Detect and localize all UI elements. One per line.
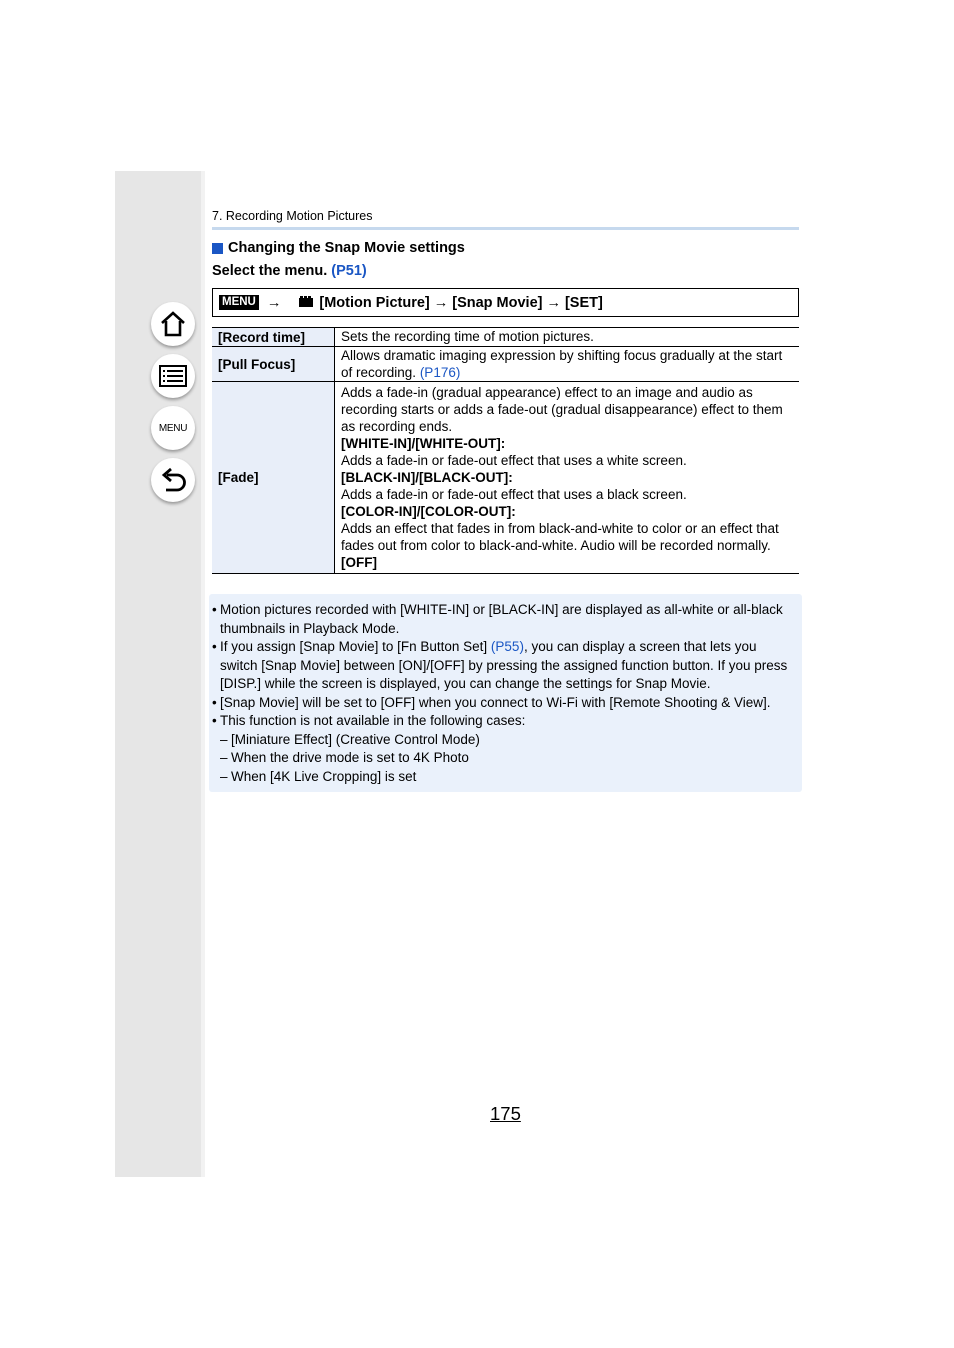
bullet: • xyxy=(212,713,217,728)
list-item xyxy=(212,601,797,638)
contents-button[interactable] xyxy=(151,354,195,398)
menu-button-label: MENU xyxy=(158,422,188,434)
section-label: 7. Recording Motion Pictures xyxy=(212,209,373,223)
note-text xyxy=(220,638,797,694)
back-button[interactable] xyxy=(151,458,195,502)
setting-name: [Pull Focus] xyxy=(212,347,335,382)
square-bullet-icon xyxy=(212,243,223,254)
setting-desc xyxy=(335,347,800,382)
menu-chip: MENU xyxy=(219,295,259,310)
sub-note-text: When [4K Live Cropping] is set xyxy=(231,768,417,784)
header-rule xyxy=(212,227,799,230)
home-button[interactable] xyxy=(151,302,195,346)
pull-focus-desc: Allows dramatic imaging expression by shifting focus gradually at the start of recording. xyxy=(341,348,783,380)
settings-table xyxy=(212,327,799,574)
fade-white-label: [WHITE-IN]/[WHITE-OUT]: xyxy=(341,436,506,451)
note-text: [Snap Movie] will be set to [OFF] when you connect to Wi-Fi with [Remote Shooting & View]. xyxy=(220,694,771,710)
fade-black-label: [BLACK-IN]/[BLACK-OUT]: xyxy=(341,470,513,485)
select-menu-text: Select the menu. xyxy=(212,263,328,279)
setting-name: [Record time] xyxy=(212,328,335,347)
bullet: • xyxy=(212,694,217,710)
bullet: • xyxy=(212,602,217,617)
setting-name: [Fade] xyxy=(212,382,335,574)
page-number: 175 xyxy=(490,1103,521,1124)
table-row xyxy=(212,347,799,382)
sub-list-item xyxy=(212,768,797,787)
list-icon xyxy=(158,363,188,389)
menu-item-snap-movie: [Snap Movie] xyxy=(452,294,543,311)
select-menu-line xyxy=(212,263,367,279)
note-text-post: , you can display a screen that lets you switch [Snap Movie] between [ON]/[OFF] by pressing the assigned function button. If you press [DISP.] while the screen is displayed, you can change the settings for Snap Movie. xyxy=(220,639,788,691)
page-link-p176[interactable]: (P176) xyxy=(419,365,461,380)
dash: – xyxy=(220,731,228,747)
table-row xyxy=(212,328,799,347)
fade-desc: Adds a fade-in (gradual appearance) effect to an image and audio as recording starts or adds a fade-out (gradual disappearance) effect to them as recording ends. xyxy=(341,385,783,434)
note-text: Motion pictures recorded with [WHITE-IN] or [BLACK-IN] are displayed as all-white or all-black thumbnails in Playback Mode. xyxy=(220,602,783,636)
table-row xyxy=(212,382,799,574)
arrow: → xyxy=(266,294,282,311)
menu-item-set: [SET] xyxy=(564,294,603,311)
sub-note-text: When the drive mode is set to 4K Photo xyxy=(231,750,469,765)
bullet: • xyxy=(212,639,217,654)
sub-list-item xyxy=(212,749,797,768)
home-icon xyxy=(158,309,188,339)
list-item xyxy=(212,712,797,731)
arrow: → xyxy=(433,294,449,311)
page-link-p51[interactable]: (P51) xyxy=(331,263,367,279)
fade-black-desc: Adds a fade-in or fade-out effect that uses a black screen. xyxy=(341,487,687,502)
menu-item-motion-picture: [Motion Picture] xyxy=(319,294,430,311)
menu-button[interactable] xyxy=(151,406,195,450)
sub-list-item xyxy=(212,731,797,750)
list-item xyxy=(212,694,797,713)
heading-text: Changing the Snap Movie settings xyxy=(228,240,465,256)
motion-picture-icon xyxy=(299,295,313,311)
fade-white-desc: Adds a fade-in or fade-out effect that uses a white screen. xyxy=(341,453,687,468)
fade-color-desc: Adds an effect that fades in from black-and-white to color or an effect that fades out from color to black-and-white. Audio will be recorded normally. xyxy=(341,521,779,553)
section-heading xyxy=(212,240,465,256)
dash: – xyxy=(220,750,228,765)
sub-note-text: [Miniature Effect] (Creative Control Mode) xyxy=(231,731,480,747)
fade-color-label: [COLOR-IN]/[COLOR-OUT]: xyxy=(341,504,516,519)
fade-off-label: [OFF] xyxy=(341,555,377,570)
list-item xyxy=(212,638,797,694)
page-link-p55[interactable]: (P55) xyxy=(490,639,524,654)
notes-box xyxy=(209,594,802,792)
arrow: → xyxy=(546,294,561,311)
note-text-pre: If you assign [Snap Movie] to [Fn Button Set] xyxy=(220,639,488,654)
sidebar-edge xyxy=(201,171,205,1177)
setting-desc: Sets the recording time of motion pictures. xyxy=(335,328,800,347)
note-text: This function is not available in the following cases: xyxy=(220,713,526,728)
setting-desc xyxy=(335,382,800,574)
back-arrow-icon xyxy=(158,466,188,494)
menu-path-box xyxy=(212,288,799,317)
dash: – xyxy=(220,768,228,784)
